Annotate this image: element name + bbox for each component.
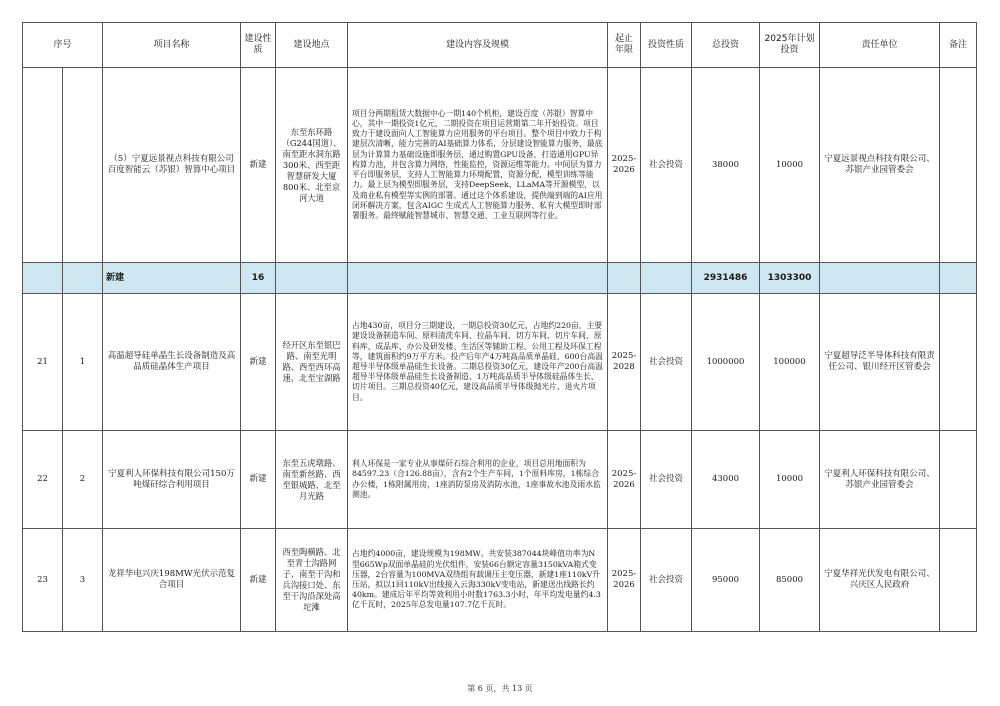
cell-location: 经开区东至银巴路、南至光明路、西至西环高速、北至宝湖路	[276, 294, 348, 431]
project-table	[22, 22, 977, 632]
cell-seq	[23, 263, 63, 294]
table-row	[23, 294, 977, 431]
cell-period: 2025-2026	[608, 431, 641, 529]
cell-total: 38000	[692, 68, 760, 263]
header-location: 建设地点	[276, 23, 348, 68]
section-row	[23, 263, 977, 294]
cell-unit: 宁夏超导泛半导体科技有限责任公司、银川经开区管委会	[820, 294, 940, 431]
cell-location: 西至陶横路、北至青士沟路网子、南至干沟和兵沟接口处、东至干沟沿深处高坨滩	[276, 529, 348, 632]
cell-period: 2025-2028	[608, 294, 641, 431]
section-plan2025: 1303300	[760, 263, 820, 294]
table-row	[23, 431, 977, 529]
cell-invest-type: 社会投资	[641, 294, 692, 431]
header-nature: 建设性质	[241, 23, 276, 68]
cell-note	[940, 68, 977, 263]
cell-location: 东至东环路（G244国道）、南至距水洞东路300米、西至距智慧研发大厦800米、北至京河大道	[276, 68, 348, 263]
header-note: 备注	[940, 23, 977, 68]
header-total: 总投资	[692, 23, 760, 68]
header-period: 起止年限	[608, 23, 641, 68]
cell-sub: 2	[63, 431, 103, 529]
cell-sub	[63, 263, 103, 294]
cell-note	[940, 294, 977, 431]
page-footer: 第 6 页，共 13 页	[467, 684, 533, 693]
cell-seq: 22	[23, 431, 63, 529]
section-label: 新建	[103, 263, 241, 294]
header-invest-type: 投资性质	[641, 23, 692, 68]
cell-sub: 1	[63, 294, 103, 431]
cell-period	[608, 263, 641, 294]
cell-name: 龙祥华电兴庆198MW光伏示范复合项目	[103, 529, 241, 632]
cell-content: 利人环保是一家专业从事煤矸石综合利用的企业，项目总用地面积为84597.23（合126.88亩），含有2个生产车间，1个原料库房，1栋综合办公楼，1栋附属用房，1座消防泵房及消防水池，1座事故水池及雨水监测池。	[348, 431, 608, 529]
cell-invest-type: 社会投资	[641, 431, 692, 529]
cell-plan2025: 10000	[760, 68, 820, 263]
cell-name: （5）宁夏远景视点科技有限公司百度智能云（苏银）智算中心项目	[103, 68, 241, 263]
cell-sub: 3	[63, 529, 103, 632]
cell-unit	[820, 263, 940, 294]
header-unit: 责任单位	[820, 23, 940, 68]
header-content: 建设内容及规模	[348, 23, 608, 68]
header-seq: 序号	[23, 23, 103, 68]
cell-nature: 新建	[241, 294, 276, 431]
cell-content: 占地约4000亩，建设规模为198MW。共安装387044块峰值功率为N型665Wp双面单晶硅的光伏组件，安装66台额定容量3150kVA箱式变压器，2台容量为100MVA双绕组有载调压主变压器，新建1座110kV升压站，拟以1回110kV出线接入云海330kV变电站，新建送出线路长约40km。建成后年平均等效利用小时数1763.3小时，年平均发电量约4.3亿千瓦时，2025年总发电量107.7亿千瓦时。	[348, 529, 608, 632]
cell-content	[348, 263, 608, 294]
cell-seq	[23, 68, 63, 263]
cell-invest-type	[641, 263, 692, 294]
cell-invest-type: 社会投资	[641, 68, 692, 263]
cell-note	[940, 431, 977, 529]
table-row	[23, 529, 977, 632]
cell-unit: 宁夏利人环保科技有限公司、苏银产业园管委会	[820, 431, 940, 529]
cell-nature: 新建	[241, 529, 276, 632]
section-count: 16	[241, 263, 276, 294]
cell-note	[940, 263, 977, 294]
cell-invest-type: 社会投资	[641, 529, 692, 632]
cell-nature: 新建	[241, 68, 276, 263]
cell-content: 项目分两期租赁大数据中心一期140个机柜，建设百度（苏银）智算中心，其中一期投资1亿元，二期投资在项目运营期第二年开始投资。项目致力于建设面向人工智能算力应用服务的平台项目。整个项目中致力于构建层次清晰，能力完善的AI基础算力体系，分层建设智能算力服务，最底层为计算算力基础设施即服务层，通过购置GPU设备，打造通用GPU异构算力池，并包含算力网络，性能监控，资源运维等能力。中间层为算力平台即服务层，支持人工智能算力环境配置，资源分配，模型训练等能力。最上层为模型即服务层，支持DeepSeek、LLaMA等开源模型，以及商业私有模型等实例的部署。通过这个体系建设，提供端到端的AI应用闭环解决方案，包含AIGC 生成式人工智能算力服务、私有大模型即时部署服务。最终赋能智慧城市、智慧交通、工业互联网等行业。	[348, 68, 608, 263]
cell-content: 占地430亩，项目分三期建设，一期总投资30亿元，占地约220亩，主要建设设备制造车间、原料清洗车间、拉晶车间、切方车间、切片车间、原料库、成品库、办公及研发楼、生活区等辅助工程、公用工程及环保工程等，建筑面积约9万平方米。投产后年产4万吨高品质单晶硅、600台高温超导半导体级单晶硅生长设备。二期总投资30亿元，建设年产200台高温超导半导体级单晶硅生长设备制造、1万吨高品质半导体级硅晶体生长、切片项目。三期总投资40亿元，建设高品质半导体级抛光片、退火片项目。	[348, 294, 608, 431]
cell-total: 1000000	[692, 294, 760, 431]
cell-period: 2025-2026	[608, 68, 641, 263]
cell-note	[940, 529, 977, 632]
header-plan2025: 2025年计划投资	[760, 23, 820, 68]
cell-total: 43000	[692, 431, 760, 529]
cell-unit: 宁夏华祥光伏发电有限公司、兴庆区人民政府	[820, 529, 940, 632]
cell-unit: 宁夏远景视点科技有限公司、苏银产业园管委会	[820, 68, 940, 263]
cell-location: 东至五虎墩路、南至新丝路、西至银城路、北至月光路	[276, 431, 348, 529]
header-name: 项目名称	[103, 23, 241, 68]
cell-period: 2025-2026	[608, 529, 641, 632]
cell-name: 宁夏利人环保科技有限公司150万吨煤矸综合利用项目	[103, 431, 241, 529]
cell-plan2025: 10000	[760, 431, 820, 529]
cell-seq: 23	[23, 529, 63, 632]
cell-total: 95000	[692, 529, 760, 632]
table-row	[23, 68, 977, 263]
cell-nature: 新建	[241, 431, 276, 529]
header-row	[23, 23, 977, 68]
cell-sub	[63, 68, 103, 263]
cell-seq: 21	[23, 294, 63, 431]
cell-name: 高温超导硅单晶生长设备制造及高品质硅晶体生产项目	[103, 294, 241, 431]
cell-plan2025: 85000	[760, 529, 820, 632]
cell-location	[276, 263, 348, 294]
section-total: 2931486	[692, 263, 760, 294]
cell-plan2025: 100000	[760, 294, 820, 431]
